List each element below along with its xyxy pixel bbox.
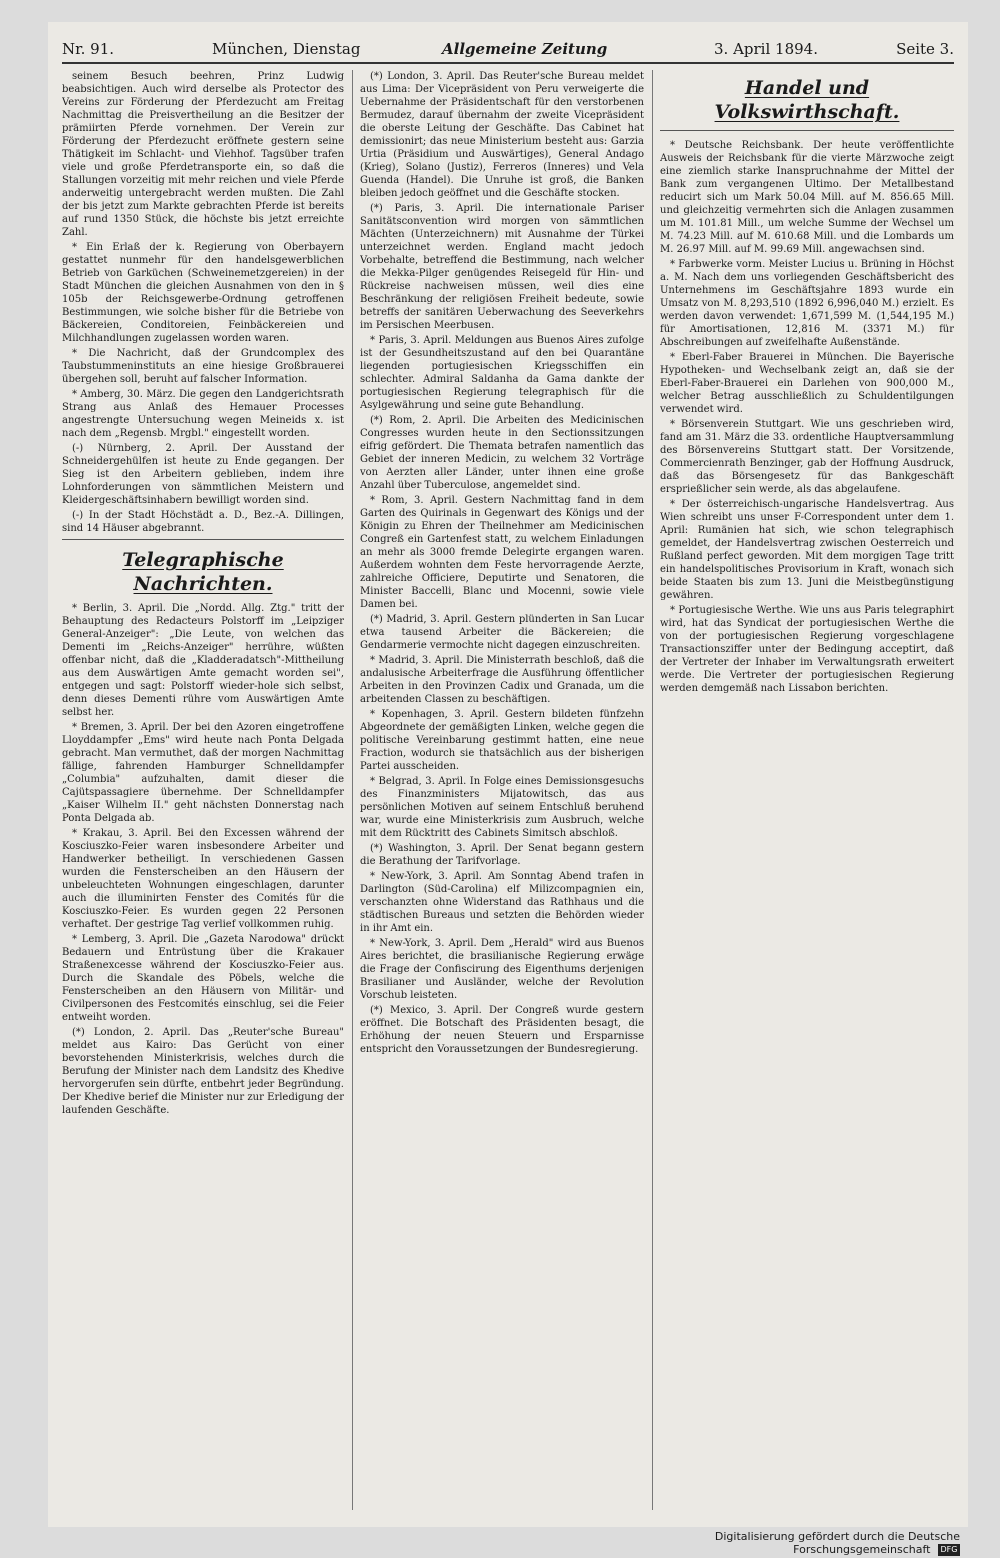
section-rule xyxy=(62,539,344,540)
page-number: Seite 3. xyxy=(896,40,954,58)
newspaper-title: Allgemeine Zeitung xyxy=(442,40,608,58)
funding-note: Digitalisierung gefördert durch die Deutsche Forschungsgemeinschaft xyxy=(714,1530,960,1556)
place-and-day: München, Dienstag xyxy=(212,40,361,58)
telegram-paragraph: (*) Washington, 3. April. Der Senat begann gestern die Berathung der Tarifvorlage. xyxy=(360,843,644,867)
telegram-paragraph: * Paris, 3. April. Meldungen aus Buenos Aires zufolge ist der Gesundheitszustand auf den bei Quarantäne liegenden portugiesischen Kriegsschiffen ein schlechter. Admiral Saldanha da Gama dankte der portugiesischen Regierung telegraphisch für die Asylgewährung und seine gute Behandlung. xyxy=(360,335,644,411)
section-rule xyxy=(660,130,954,131)
article-paragraph: * Ein Erlaß der k. Regierung von Oberbayern gestattet nunmehr für den handelsgewerblichen Betrieb von Garküchen (Schweinemetzgereien) in der Stadt München die gleichen Ausnahmen von den in § 105b der Reichsgewerbe-Ordnung getroffenen Bestimmungen, wie solche bisher für die Betriebe von Bäckereien, Conditoreien, Feinbäckereien und Milchhandlungen zugelassen worden waren. xyxy=(62,242,344,344)
telegram-paragraph: * Belgrad, 3. April. In Folge eines Demissionsgesuchs des Finanzministers Mijatowitsch, das aus persönlichen Motiven auf seinem Entschluß beruhend war, wurde eine Ministerkrisis zum Ausbruch, welche mit dem Rücktritt des Cabinets Simitsch abschloß. xyxy=(360,776,644,839)
dfg-logo-icon: DFG xyxy=(938,1544,960,1556)
commerce-paragraph: * Portugiesische Werthe. Wie uns aus Paris telegraphirt wird, hat das Syndicat der portugiesischen Werthe die von der portugiesischen Regierung vorgeschlagene Transactionsziffer unter der Bedingung acceptirt, daß der Vertreter der Inhaber im Verwaltungsrath erweitert werde. Die Vertreter der portugiesischen Regierung werden demgemäß nach Lissabon berichten. xyxy=(660,605,954,694)
telegram-paragraph: * Madrid, 3. April. Die Ministerrath beschloß, daß die andalusische Arbeiterfrage die Ausführung öffentlicher Arbeiten in den Provinzen Cadix und Granada, um die arbeitenden Classen zu beschäftigen. xyxy=(360,655,644,705)
newspaper-page xyxy=(48,22,968,1527)
commerce-paragraph: * Deutsche Reichsbank. Der heute veröffentlichte Ausweis der Reichsbank für die vierte Märzwoche zeigt eine ziemlich starke Inanspruchnahme der Mittel der Bank zum vergangenen Ultimo. Der Metallbestand reducirt sich um Mark 50.04 Mill. auf M. 856.65 Mill. und gleichzeitig vermehrten sich die Anlagen zusammen um M. 101.81 Mill., um welche Summe der Wechsel um M. 74.23 Mill. auf M. 610.68 Mill. und die Lombards um M. 26.97 Mill. auf M. 99.69 Mill. angewachsen sind. xyxy=(660,140,954,255)
telegram-paragraph: * Krakau, 3. April. Bei den Excessen während der Kosciuszko-Feier waren insbesondere Arbeiter und Handwerker betheiligt. In verschiedenen Gassen wurden die Fensterscheiben an den Häusern der unbeleuchteten Wohnungen eingeschlagen, darunter auch die illuminirten Fenster des Comités für die Kosciuszko-Feier. Es wurden gegen 22 Personen verhaftet. Der gestrige Tag verlief vollkommen ruhig. xyxy=(62,828,344,930)
section-heading-telegrams: Telegraphische Nachrichten. xyxy=(122,549,284,595)
telegram-paragraph: (*) Mexico, 3. April. Der Congreß wurde gestern eröffnet. Die Botschaft des Präsidenten besagt, die Erhöhung der neuen Steuern und Ersparnisse entspricht den Voraussetzungen der Bundesregierung. xyxy=(360,1005,644,1055)
telegram-paragraph: (*) Paris, 3. April. Die internationale Pariser Sanitätsconvention wird morgen von sämmtlichen Mächten (Unterzeichnern) mit Ausnahme der Türkei unterzeichnet werden. England macht jedoch Vorbehalte, betreffend die Bestimmung, nach welcher die Mekka-Pilger genügendes Reisegeld für Hin- und Rückreise nachweisen müssen, weil dies eine Beschränkung der religiösen Freiheit bedeute, sowie betreffs der sanitären Ueberwachung des Seeverkehrs im Persischen Meerbusen. xyxy=(360,203,644,331)
column-divider xyxy=(352,70,353,1510)
telegram-paragraph: * Bremen, 3. April. Der bei den Azoren eingetroffene Lloyddampfer „Ems" wird heute nach Ponta Delgada gebracht. Man vermuthet, daß der morgen Nachmittag fällige, fahrenden Hamburger Schnelldampfer „Columbia" aufzuhalten, damit dieser die Cajütspassagiere übernehme. Der Schnelldampfer „Kaiser Wilhelm II." geht nächsten Donnerstag nach Ponta Delgada ab. xyxy=(62,722,344,824)
issue-number: Nr. 91. xyxy=(62,40,115,58)
telegram-paragraph: * Kopenhagen, 3. April. Gestern bildeten fünfzehn Abgeordnete der gemäßigten Linken, welche gegen die politische Vereinbarung gestimmt hatten, eine neue Fraction, wodurch sie thatsächlich aus der bisherigen Partei ausscheiden. xyxy=(360,709,644,772)
telegram-paragraph: * New-York, 3. April. Dem „Herald" wird aus Buenos Aires berichtet, die brasilianische Regierung erwäge die Frage der Confiscirung des Eigenthums derjenigen Brasilianer und Ausländer, welche der Revolution Vorschub leisteten. xyxy=(360,938,644,1001)
telegram-paragraph: (*) London, 3. April. Das Reuter'sche Bureau meldet aus Lima: Der Vicepräsident von Peru verweigerte die Uebernahme der Präsidentschaft für den verstorbenen Bermudez, darauf übernahm der zweite Vicepräsident die oberste Leitung der Geschäfte. Das Cabinet hat demissionirt; das neue Ministerium besteht aus: Garzia Urtia (Präsidium und Auswärtiges), General Andago (Krieg), Solano (Justiz), Ferreros (Inneres) und Vela Guenda (Handel). Die Unruhe ist groß, die Banken bleiben jedoch geöffnet und die Geschäfte stocken. xyxy=(360,71,644,199)
telegram-paragraph: * Rom, 3. April. Gestern Nachmittag fand in dem Garten des Quirinals in Gegenwart des Königs und der Königin zu Ehren der Theilnehmer am Medicinischen Congreß ein Gartenfest statt, zu welchem Einladungen an mehr als 3000 fremde Delegirte ergangen waren. Außerdem wohnten dem Feste hervorragende Aerzte, zahlreiche Officiere, Deputirte und Senatoren, die Minister Baccelli, Blanc und Mocenni, sowie viele Damen bei. xyxy=(360,495,644,610)
commerce-paragraph: * Farbwerke vorm. Meister Lucius u. Brüning in Höchst a. M. Nach dem uns vorliegenden Geschäftsbericht des Unternehmens im Geschäftsjahre 1893 wurde ein Umsatz von M. 8,293,510 (1892 6,996,040 M.) erzielt. Es werden davon verwendet: 1,671,599 M. (1,544,195 M.) für Amortisationen, 12,816 M. (3371 M.) für Abschreibungen auf zweifelhafte Außenstände. xyxy=(660,259,954,348)
commerce-paragraph: * Der österreichisch-ungarische Handelsvertrag. Aus Wien schreibt uns unser F-Correspondent unter dem 1. April: Rumänien hat sich, wie schon telegraphisch gemeldet, der Handelsvertrag zwischen Oesterreich und Rußland perfect geworden. Mit dem morgigen Tage tritt ein handelspolitisches Provisorium in Kraft, wonach sich beide Staaten bis zum 13. Juni die Meistbegünstigung gewähren. xyxy=(660,499,954,601)
telegram-paragraph: * Berlin, 3. April. Die „Nordd. Allg. Ztg." tritt der Behauptung des Redacteurs Polstorff im „Leipziger General-Anzeiger": „Die Leute, von welchen das Dementi im „Reichs-Anzeiger" herrühre, wüßten offenbar nicht, daß die „Kladderadatsch"-Mittheilung aus dem Auswärtigen Amte gemacht worden sei", entgegen und sagt: Polstorff wieder-hole sich selbst, denn dieses Dementi rühre vom Auswärtigen Amte selbst her. xyxy=(62,603,344,718)
page-header xyxy=(62,40,954,62)
column-divider xyxy=(652,70,653,1510)
article-paragraph: (-) Nürnberg, 2. April. Der Ausstand der Schneidergehülfen ist heute zu Ende gegangen. Der Sieg ist den Arbeitern geblieben, indem ihre Lohnforderungen von sämmtlichen Meistern und Kleidergeschäftsinhabern bewilligt worden sind. xyxy=(62,443,344,506)
article-paragraph: (-) In der Stadt Höchstädt a. D., Bez.-A. Dillingen, sind 14 Häuser abgebrannt. xyxy=(62,510,344,534)
digitization-footer xyxy=(600,1530,960,1556)
issue-date: 3. April 1894. xyxy=(714,40,818,58)
column-1 xyxy=(62,70,344,1510)
header-rule xyxy=(62,62,954,64)
commerce-paragraph: * Eberl-Faber Brauerei in München. Die Bayerische Hypotheken- und Wechselbank zeigt an, daß sie der Eberl-Faber-Brauerei ein Darlehen von 900,000 M., welcher Betrag ausschließlich zu Schuldentilgungen verwendet wird. xyxy=(660,352,954,415)
column-2 xyxy=(360,70,644,1510)
commerce-paragraph: * Börsenverein Stuttgart. Wie uns geschrieben wird, fand am 31. März die 33. ordentliche Hauptversammlung des Börsenvereins Stuttgart statt. Der Vorsitzende, Commercienrath Benzinger, gab der Hoffnung Ausdruck, daß das Börsengesetz für das Bankgeschäft ersprießlicher sein werde, als das abgelaufene. xyxy=(660,419,954,495)
article-paragraph: * Die Nachricht, daß der Grundcomplex des Taubstummeninstituts an eine hiesige Großbrauerei übergehen soll, beruht auf falscher Information. xyxy=(62,348,344,385)
telegram-paragraph: * New-York, 3. April. Am Sonntag Abend trafen in Darlington (Süd-Carolina) elf Milizcompagnien ein, verschanzten ohne Widerstand das Rathhaus und die städtischen Bureaus und setzten die Behörden wieder in ihr Amt ein. xyxy=(360,871,644,934)
telegram-paragraph: (*) Rom, 2. April. Die Arbeiten des Medicinischen Congresses wurden heute in den Sectionssitzungen eifrig gefördert. Die Themata betrafen namentlich das Gebiet der inneren Medicin, zu welchem 32 Vorträge von Aerzten aller Länder, unter ihnen eine große Anzahl über Tuberculose, angemeldet sind. xyxy=(360,415,644,491)
section-heading-commerce: Handel und Volkswirthschaft. xyxy=(714,77,900,123)
telegram-paragraph: (*) London, 2. April. Das „Reuter'sche Bureau" meldet aus Kairo: Das Gerücht von einer bevorstehenden Ministerkrisis, welches durch die Berufung der Minister nach dem Landsitz des Khedive hervorgerufen sein dürfte, entbehrt jeder Begründung. Der Khedive berief die Minister nur zur Erledigung der laufenden Geschäfte. xyxy=(62,1027,344,1116)
article-paragraph: seinem Besuch beehren, Prinz Ludwig beabsichtigen. Auch wird derselbe als Protector des Vereins zur Förderung der Pferdezucht am Freitag Nachmittag die Preisvertheilung an die Besitzer der prämiirten Pferde vornehmen. Der Verein zur Förderung der Pferdezucht eröffnete gestern seine Thätigkeit im Schlacht- und Viehhof. Tagsüber trafen viele und große Pferdetransporte ein, so daß die Stallungen vorzeitig mit mehr reichen und viele Pferde anderweitig untergebracht werden mußten. Die Zahl der bis jetzt zum Markte gebrachten Pferde ist bereits auf rund 1350 Stück, die höchste bis jetzt erreichte Zahl. xyxy=(62,71,344,238)
article-paragraph: * Amberg, 30. März. Die gegen den Landgerichtsrath Strang aus Anlaß des Hemauer Processes angestrengte Untersuchung wegen Meineids x. ist nach dem „Regensb. Mrgbl." eingestellt worden. xyxy=(62,389,344,439)
telegram-paragraph: * Lemberg, 3. April. Die „Gazeta Narodowa" drückt Bedauern und Entrüstung über die Krakauer Straßenexcesse während der Kosciuszko-Feier aus. Durch die Skandale des Pöbels, welche die Fensterscheiben an den Häusern von Militär- und Civilpersonen des Festcomités einschlug, sei die Feier entweiht worden. xyxy=(62,934,344,1023)
telegram-paragraph: (*) Madrid, 3. April. Gestern plünderten in San Lucar etwa tausend Arbeiter die Bäckereien; die Gendarmerie vermochte nicht dagegen einzuschreiten. xyxy=(360,614,644,651)
column-3 xyxy=(660,70,954,1510)
